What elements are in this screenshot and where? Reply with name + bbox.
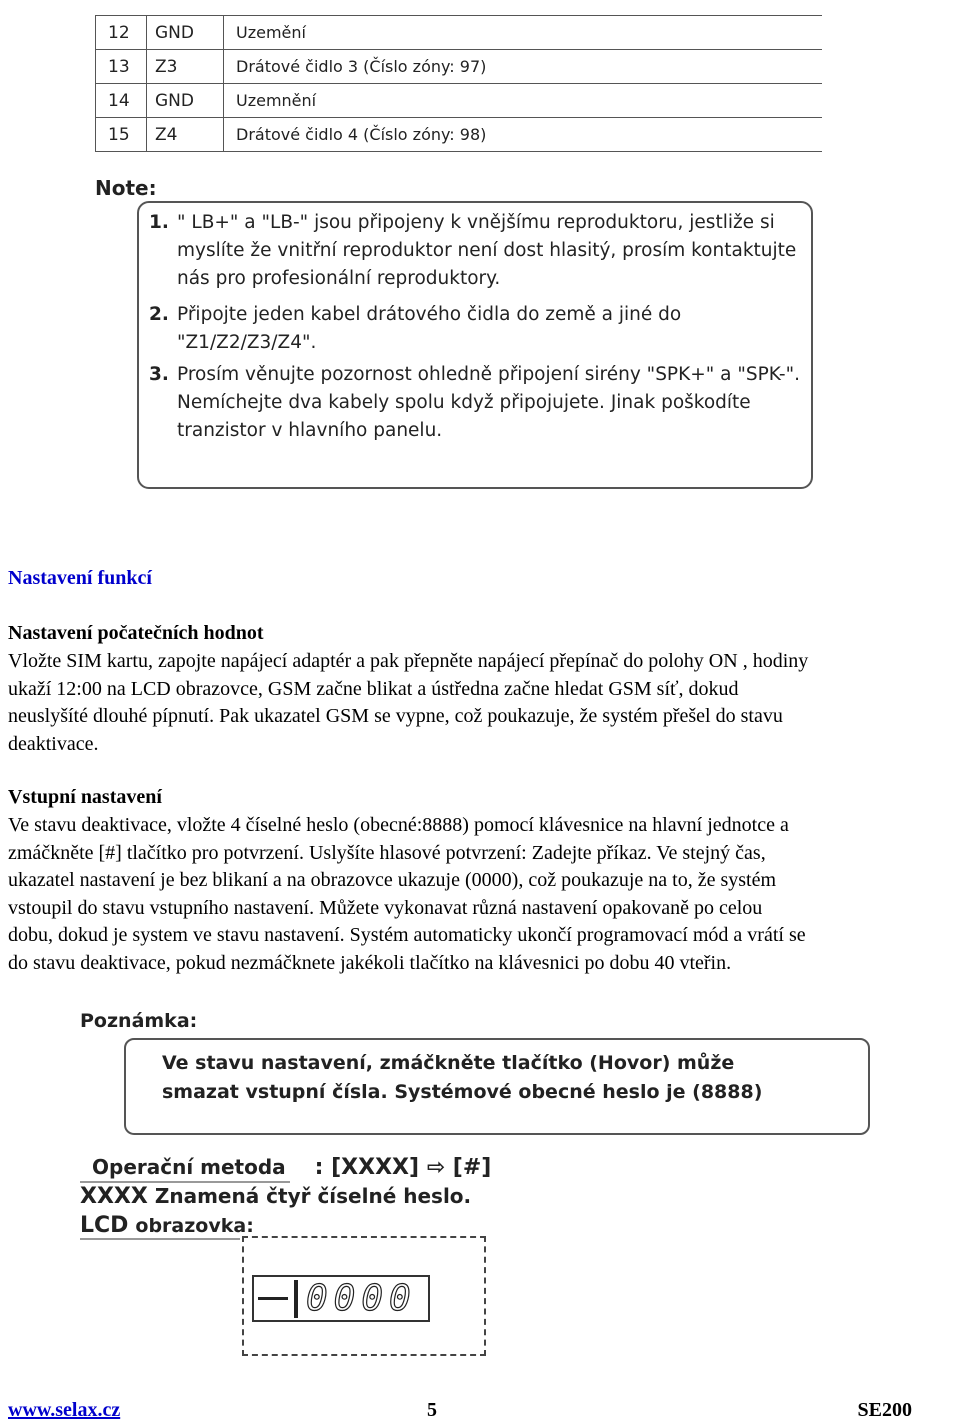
note-item-number: 2.	[149, 304, 169, 325]
initial-paragraph	[8, 648, 960, 758]
note-item	[149, 209, 817, 293]
note-box	[137, 201, 813, 489]
terminal-name: GND	[147, 16, 224, 50]
lcd-screen	[252, 1275, 430, 1322]
divider	[80, 1181, 290, 1183]
paragraph-line: Ve stavu deaktivace, vložte 4 číselné heslo (obecné:8888) pomocí klávesnice na hlavní jednotce a	[8, 814, 789, 836]
xxxx-explanation	[80, 1184, 471, 1209]
paragraph-line: ukaží 12:00 na LCD obrazovce, GSM začne blikat a ústředna začne hledat GSM síť, dokud	[8, 677, 739, 700]
terminal-description: Drátové čidlo 4 (Číslo zóny: 98)	[224, 118, 823, 152]
input-heading: Vstupní nastavení	[8, 786, 162, 808]
page-number: 5	[427, 1399, 437, 1421]
note-item	[149, 361, 817, 445]
operation-label: Operační metoda	[92, 1155, 286, 1179]
operation-method	[80, 1155, 491, 1180]
terminal-name: GND	[147, 84, 224, 118]
lcd-term: LCD	[80, 1213, 129, 1238]
poznamka-label: Poznámka:	[80, 1010, 198, 1032]
table-row	[96, 50, 823, 84]
divider	[80, 1238, 240, 1240]
paragraph-line: deaktivace.	[8, 732, 99, 755]
paragraph-line: zmáčkněte [#] tlačítko pro potvrzení. Uslyšíte hlasové potvrzení: Zadejte příkaz. Ve stejný čas,	[8, 841, 766, 864]
terminal-number: 13	[96, 50, 147, 84]
table-row	[96, 118, 823, 152]
xxxx-term: XXXX	[80, 1184, 148, 1209]
terminal-name: Z4	[147, 118, 224, 152]
note-item-text: Prosím věnujte pozornost ohledně připojení sirény "SPK+" a "SPK-". Nemíchejte dva kabely spolu když připojujete. Jinak poškodíte tranzistor v hlavního panelu.	[177, 364, 800, 441]
note-item-number: 3.	[149, 364, 169, 385]
terminal-number: 12	[96, 16, 147, 50]
paragraph-line: neuslyšíté dlouhé pípnutí. Pak ukazatel GSM se vypne, což poukazuje, že systém přešel do stavu	[8, 705, 783, 727]
section-title: Nastavení funkcí	[8, 567, 152, 589]
terminal-name: Z3	[147, 50, 224, 84]
lcd-cursor-segment	[294, 1280, 298, 1318]
note-item-text: " LB+" a "LB-" jsou připojeny k vnějšímu reproduktoru, jestliže si myslíte že vnitřní reproduktor není dost hlasitý, prosím kontaktujte nás pro profesionální reproduktory.	[177, 212, 797, 289]
terminal-number: 14	[96, 84, 147, 118]
terminal-table	[95, 15, 822, 152]
note-item-number: 1.	[149, 212, 169, 233]
lcd-description: obrazovka:	[135, 1215, 254, 1237]
paragraph-line: dobu, dokud je system ve stavu nastavení. Systém automaticky ukončí programovací mód a vrátí se	[8, 924, 806, 946]
terminal-description: Uzemění	[224, 16, 823, 50]
note-label: Note:	[95, 176, 157, 200]
terminal-description: Drátové čidlo 3 (Číslo zóny: 97)	[224, 50, 823, 84]
operation-sequence: : [XXXX] ⇨ [#]	[314, 1155, 492, 1180]
initial-heading: Nastavení počatečních hodnot	[8, 622, 264, 644]
poznamka-line: Ve stavu nastavení, zmáčkněte tlačítko (Hovor) může	[162, 1052, 735, 1074]
paragraph-line: do stavu deaktivace, pokud nezmáčknete jakékoli tlačítko na klávesnici po dobu 40 vteřin.	[8, 951, 732, 974]
lcd-digits: 0000	[306, 1278, 417, 1319]
terminal-number: 15	[96, 118, 147, 152]
poznamka-box	[124, 1038, 870, 1135]
paragraph-line: vstoupil do stavu vstupního nastavení. Můžete vykonavat různá nastavení opakovaně po celou	[8, 896, 763, 919]
paragraph-line: Vložte SIM kartu, zapojte napájecí adaptér a pak přepněte napájecí přepínač do polohy ON , hodiny	[8, 650, 809, 672]
terminal-description: Uzemnění	[224, 84, 823, 118]
note-item	[149, 301, 817, 357]
model-name: SE200	[857, 1399, 912, 1421]
table-row	[96, 84, 823, 118]
note-item-text: Připojte jeden kabel drátového čidla do země a jiné do "Z1/Z2/Z3/Z4".	[177, 304, 682, 353]
table-row	[96, 16, 823, 50]
lcd-caption	[80, 1213, 254, 1238]
lcd-dash-segment	[258, 1297, 288, 1300]
input-paragraph	[8, 812, 960, 977]
xxxx-description: Znamená čtyř číselné heslo.	[154, 1184, 472, 1208]
paragraph-line: ukazatel nastavení je bez blikaní a na obrazovce ukazuje (0000), což poukazuje na to, že systém	[8, 869, 776, 891]
website-link[interactable]: www.selax.cz	[8, 1399, 121, 1421]
poznamka-line: smazat vstupní čísla. Systémové obecné heslo je (8888)	[162, 1081, 763, 1103]
